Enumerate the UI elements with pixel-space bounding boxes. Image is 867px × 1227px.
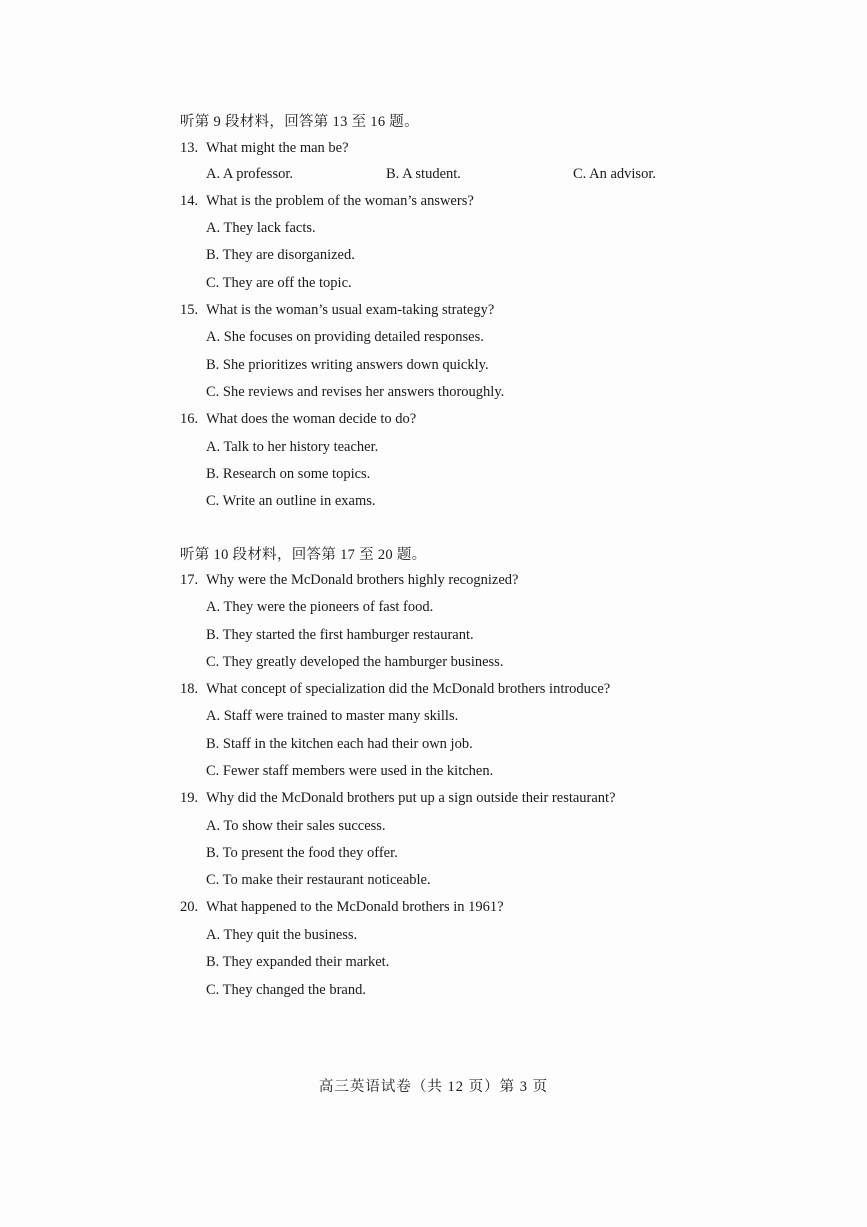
question-18 <box>180 681 610 698</box>
q16-option-c: C. Write an outline in exams. <box>206 493 376 509</box>
question-14 <box>180 193 474 210</box>
q20-option-a: A. They quit the business. <box>206 927 358 943</box>
question-13 <box>180 140 349 157</box>
question-number: 14. <box>180 193 199 209</box>
question-stem: What happened to the McDonald brothers in 1961? <box>206 899 504 915</box>
q15-option-a: A. She focuses on providing detailed responses. <box>206 329 484 345</box>
q15-option-b: B. She prioritizes writing answers down quickly. <box>206 357 489 373</box>
question-16 <box>180 411 416 428</box>
page-footer: 高三英语试卷（共 12 页）第 3 页 <box>318 1079 549 1095</box>
question-stem: What concept of specialization did the McDonald brothers introduce? <box>206 681 611 697</box>
q14-option-c: C. They are off the topic. <box>206 275 352 291</box>
q14-option-a: A. They lack facts. <box>206 220 316 236</box>
q14-option-b: B. They are disorganized. <box>206 247 355 263</box>
q18-option-b: B. Staff in the kitchen each had their own job. <box>206 736 473 752</box>
question-number: 19. <box>180 790 199 806</box>
question-19 <box>180 790 616 807</box>
q16-option-a: A. Talk to her history teacher. <box>206 439 379 455</box>
question-15 <box>180 302 494 319</box>
question-20 <box>180 899 504 916</box>
q13-option-c: C. An advisor. <box>573 166 656 182</box>
q20-option-c: C. They changed the brand. <box>206 982 366 998</box>
question-stem: What might the man be? <box>206 140 349 156</box>
q19-option-a: A. To show their sales success. <box>206 818 386 834</box>
question-stem: What is the woman’s usual exam-taking strategy? <box>206 302 495 318</box>
section-header-1: 听第 9 段材料，回答第 13 至 16 题。 <box>180 114 419 130</box>
q13-option-a: A. A professor. <box>206 166 293 182</box>
question-number: 18. <box>180 681 199 697</box>
q16-option-b: B. Research on some topics. <box>206 466 371 482</box>
question-stem: What does the woman decide to do? <box>206 411 417 427</box>
q18-option-a: A. Staff were trained to master many skills. <box>206 708 459 724</box>
q19-option-c: C. To make their restaurant noticeable. <box>206 872 431 888</box>
q15-option-c: C. She reviews and revises her answers thoroughly. <box>206 384 505 400</box>
question-number: 20. <box>180 899 199 915</box>
q17-option-b: B. They started the first hamburger restaurant. <box>206 627 474 643</box>
question-number: 15. <box>180 302 199 318</box>
question-stem: Why were the McDonald brothers highly recognized? <box>206 572 519 588</box>
q17-option-c: C. They greatly developed the hamburger business. <box>206 654 504 670</box>
q13-option-b: B. A student. <box>386 166 461 182</box>
q19-option-b: B. To present the food they offer. <box>206 845 398 861</box>
question-stem: What is the problem of the woman’s answers? <box>206 193 474 209</box>
question-number: 17. <box>180 572 199 588</box>
section-header-2: 听第 10 段材料，回答第 17 至 20 题。 <box>180 547 427 563</box>
q18-option-c: C. Fewer staff members were used in the kitchen. <box>206 763 494 779</box>
question-number: 16. <box>180 411 199 427</box>
question-number: 13. <box>180 140 199 156</box>
question-17 <box>180 572 518 589</box>
q20-option-b: B. They expanded their market. <box>206 954 390 970</box>
q17-option-a: A. They were the pioneers of fast food. <box>206 599 434 615</box>
question-stem: Why did the McDonald brothers put up a sign outside their restaurant? <box>206 790 616 806</box>
